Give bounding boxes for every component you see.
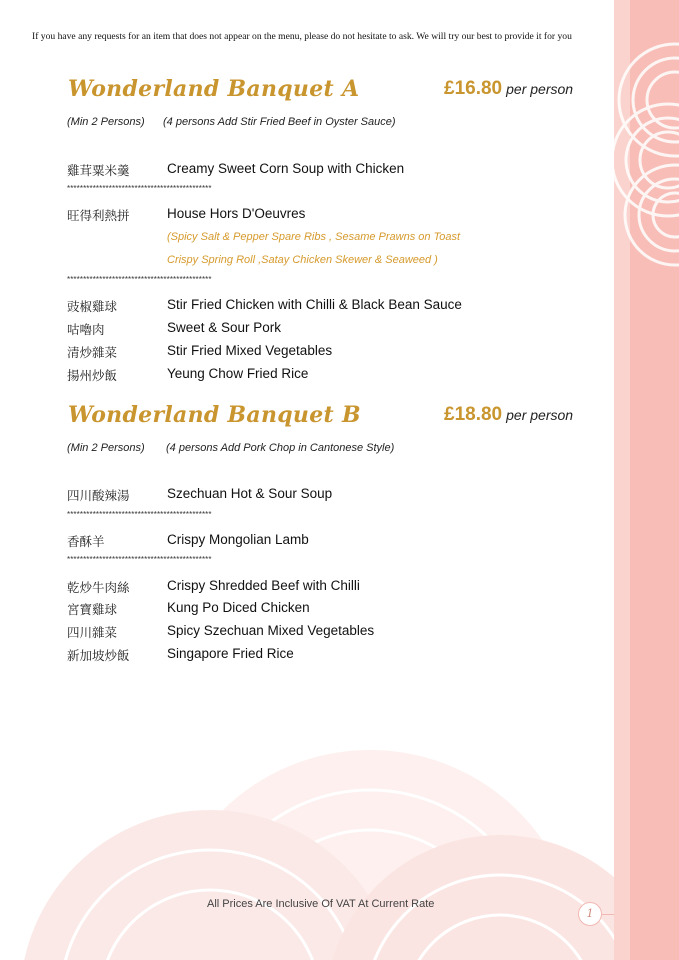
vat-footer-note: All Prices Are Inclusive Of VAT At Current Rate bbox=[207, 898, 435, 910]
dish-chinese-name: 四川酸辣湯 bbox=[67, 488, 130, 503]
dish-english-name: House Hors D'Oeuvres bbox=[167, 206, 306, 221]
dish-chinese-name: 宮寶雞球 bbox=[67, 602, 118, 617]
dish-english-name: Yeung Chow Fried Rice bbox=[167, 366, 309, 381]
dish-english-name: Stir Fried Chicken with Chilli & Black Bean Sauce bbox=[167, 297, 462, 312]
dish-chinese-name: 咕嚕肉 bbox=[67, 322, 105, 337]
dish-chinese-name: 豉椒雞球 bbox=[67, 299, 118, 314]
banquet-b-price-block bbox=[444, 404, 573, 426]
dish-english-name: Singapore Fried Rice bbox=[167, 646, 294, 661]
dish-english-name: Sweet & Sour Pork bbox=[167, 320, 282, 335]
dish-chinese-name: 雞茸粟米羹 bbox=[67, 163, 130, 178]
dish-chinese-name: 乾炒牛肉絲 bbox=[67, 580, 130, 595]
dish-chinese-name: 清炒雜菜 bbox=[67, 345, 118, 360]
banquet-a-min-persons: (Min 2 Persons) bbox=[67, 116, 145, 128]
dish-chinese-name: 新加坡炒飯 bbox=[67, 648, 130, 663]
dish-chinese-name: 香酥羊 bbox=[67, 534, 105, 549]
page-number-line bbox=[602, 914, 614, 915]
dish-english-name: Creamy Sweet Corn Soup with Chicken bbox=[167, 161, 405, 176]
hors-doeuvres-detail-line: Crispy Spring Roll ,Satay Chicken Skewer & Seaweed ) bbox=[167, 254, 438, 266]
request-notice: If you have any requests for an item that does not appear on the menu, please do not hesitate to ask. We will try our best to provide it for you bbox=[32, 31, 572, 42]
separator: ********************************************* bbox=[67, 184, 212, 193]
separator: ********************************************* bbox=[67, 510, 212, 519]
dish-english-name: Spicy Szechuan Mixed Vegetables bbox=[167, 623, 375, 638]
banquet-a-title: Wonderland Banquet A bbox=[68, 76, 360, 102]
dish-english-name: Crispy Mongolian Lamb bbox=[167, 532, 309, 547]
banquet-a-add-note: (4 persons Add Stir Fried Beef in Oyster Sauce) bbox=[163, 116, 396, 128]
dish-english-name: Kung Po Diced Chicken bbox=[167, 600, 310, 615]
banquet-a-price: £16.80 bbox=[444, 78, 503, 99]
banquet-a-per-person: per person bbox=[506, 81, 574, 97]
banquet-b-min-persons: (Min 2 Persons) bbox=[67, 442, 145, 454]
separator: ********************************************* bbox=[67, 275, 212, 284]
dish-english-name: Stir Fried Mixed Vegetables bbox=[167, 343, 333, 358]
dish-chinese-name: 揚州炒飯 bbox=[67, 368, 118, 383]
banquet-b-title: Wonderland Banquet B bbox=[68, 402, 361, 428]
banquet-b-price: £18.80 bbox=[444, 404, 503, 425]
banquet-b-per-person: per person bbox=[506, 407, 574, 423]
dish-chinese-name: 四川雜菜 bbox=[67, 625, 118, 640]
dish-english-name: Crispy Shredded Beef with Chilli bbox=[167, 578, 360, 593]
bottom-circles bbox=[20, 750, 675, 960]
dish-english-name: Szechuan Hot & Sour Soup bbox=[167, 486, 333, 501]
page-number: 1 bbox=[578, 902, 602, 926]
banquet-b-add-note: (4 persons Add Pork Chop in Cantonese Style) bbox=[166, 442, 395, 454]
banquet-a-price-block bbox=[444, 78, 573, 100]
hors-doeuvres-detail-line: (Spicy Salt & Pepper Spare Ribs , Sesame Prawns on Toast bbox=[167, 231, 461, 243]
dish-chinese-name: 旺得利熱拼 bbox=[67, 208, 130, 223]
separator: ********************************************* bbox=[67, 555, 212, 564]
